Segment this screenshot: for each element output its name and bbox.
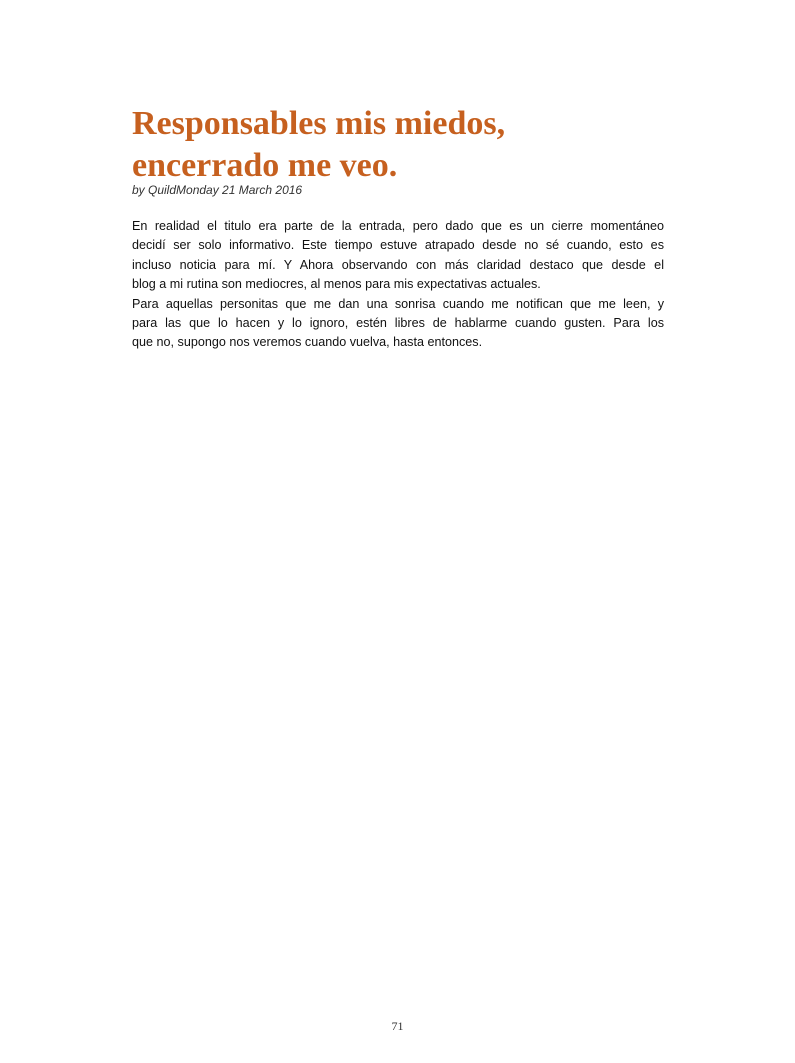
post-title-line: Responsables mis miedos,: [132, 105, 506, 142]
text-line: En realidad el titulo era parte de la entrada, pero dado que es un cierre momentáneo: [132, 219, 664, 233]
post-body: [132, 217, 664, 353]
post-content: [132, 103, 664, 353]
post-title-line: encerrado me veo.: [132, 147, 398, 184]
paragraph-1: [132, 217, 664, 295]
text-line: incluso noticia para mí. Y Ahora observando con más claridad destaco que desde el: [132, 257, 664, 272]
text-line: que no, supongo nos veremos cuando vuelva, hasta entonces.: [132, 335, 483, 350]
paragraph-2: [132, 295, 664, 353]
text-line: blog a mi rutina son mediocres, al menos para mis expectativas actuales.: [132, 277, 541, 292]
page-number: 71: [391, 1019, 404, 1033]
text-line: Para aquellas personitas que me dan una sonrisa cuando me notifican que me leen, y: [132, 296, 664, 311]
text-line: decidí ser solo informativo. Este tiempo estuve atrapado desde no sé cuando, esto es: [132, 238, 664, 253]
text-line: para las que lo hacen y lo ignoro, estén libres de hablarme cuando gusten. Para los: [132, 316, 664, 331]
post-byline: by QuildMonday 21 March 2016: [132, 183, 303, 197]
post-title: [132, 103, 664, 187]
